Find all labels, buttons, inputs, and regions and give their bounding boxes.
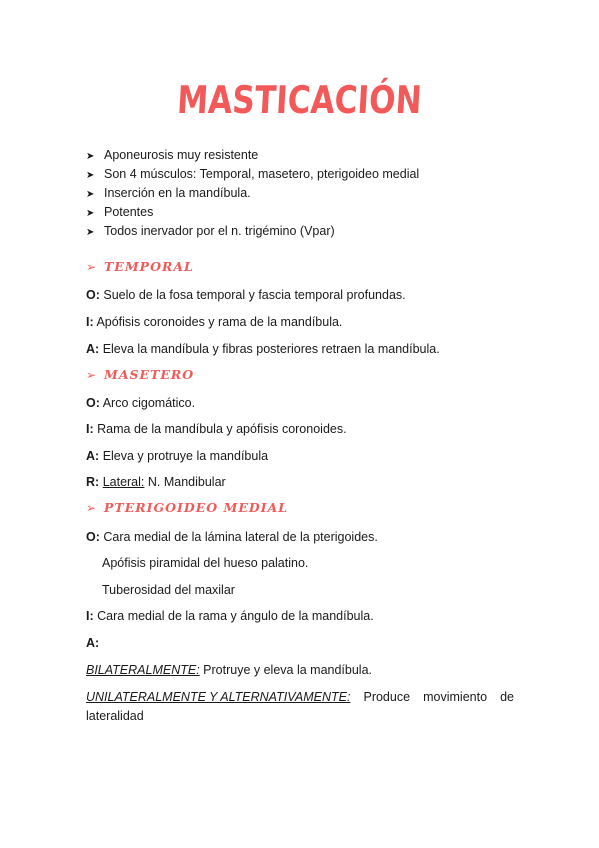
section-heading-temporal: ➢ TEMPORAL	[86, 259, 194, 274]
masetero-insertion: I: Rama de la mandíbula y apófisis coronoides.	[86, 422, 347, 436]
page-title: MASTICACIÓN	[176, 78, 423, 122]
bullet-text: Todos inervador por el n. trigémino (Vpar)	[104, 224, 335, 238]
list-item	[86, 203, 419, 222]
arrowhead-up-icon: ➤	[86, 151, 95, 162]
bullet-text: Potentes	[104, 205, 154, 219]
pterigoideo-origin-line3: Tuberosidad del maxilar	[102, 583, 235, 597]
bullet-text: Inserción en la mandíbula.	[104, 186, 251, 200]
pterigoideo-unilateral: UNILATERALMENTE Y ALTERNATIVAMENTE: Produce movimiento de	[86, 690, 514, 704]
section-heading-masetero: ➢ MASETERO	[86, 367, 195, 382]
arrowhead-up-icon: ➤	[86, 170, 95, 181]
pterigoideo-insertion: I: Cara medial de la rama y ángulo de la mandíbula.	[86, 609, 374, 623]
arrowhead-up-icon: ➤	[86, 189, 95, 200]
pterigoideo-origin: O: Cara medial de la lámina lateral de la pterigoides.	[86, 530, 378, 544]
bullet-text: Aponeurosis muy resistente	[104, 148, 259, 162]
arrowhead-up-icon: ➤	[86, 227, 95, 238]
pterigoideo-bilateral: BILATERALMENTE: Protruye y eleva la mandíbula.	[86, 663, 373, 677]
masetero-action: A: Eleva y protruye la mandíbula	[86, 449, 269, 463]
masetero-origin: O: Arco cigomático.	[86, 396, 196, 410]
arrow-right-icon: ➢	[86, 260, 97, 274]
arrow-right-icon: ➢	[86, 368, 97, 382]
pterigoideo-action: A:	[86, 636, 100, 650]
list-item	[86, 222, 419, 241]
list-item	[86, 146, 419, 165]
temporal-insertion: I: Apófisis coronoides y rama de la mandíbula.	[86, 315, 343, 329]
temporal-origin: O: Suelo de la fosa temporal y fascia temporal profundas.	[86, 288, 406, 302]
intro-bullet-list	[86, 146, 419, 241]
pterigoideo-unilateral-line2: lateralidad	[86, 709, 144, 723]
arrow-right-icon: ➢	[86, 501, 97, 515]
bullet-text: Son 4 músculos: Temporal, masetero, pterigoideo medial	[104, 167, 420, 181]
arrowhead-up-icon: ➤	[86, 208, 95, 219]
pterigoideo-origin-line2: Apófisis piramidal del hueso palatino.	[102, 556, 309, 570]
list-item	[86, 165, 419, 184]
list-item	[86, 184, 419, 203]
temporal-action: A: Eleva la mandíbula y fibras posteriores retraen la mandíbula.	[86, 342, 440, 356]
section-heading-pterigoideo-medial: ➢ PTERIGOIDEO MEDIAL	[86, 500, 289, 515]
masetero-relation: R: Lateral: N. Mandibular	[86, 475, 226, 489]
